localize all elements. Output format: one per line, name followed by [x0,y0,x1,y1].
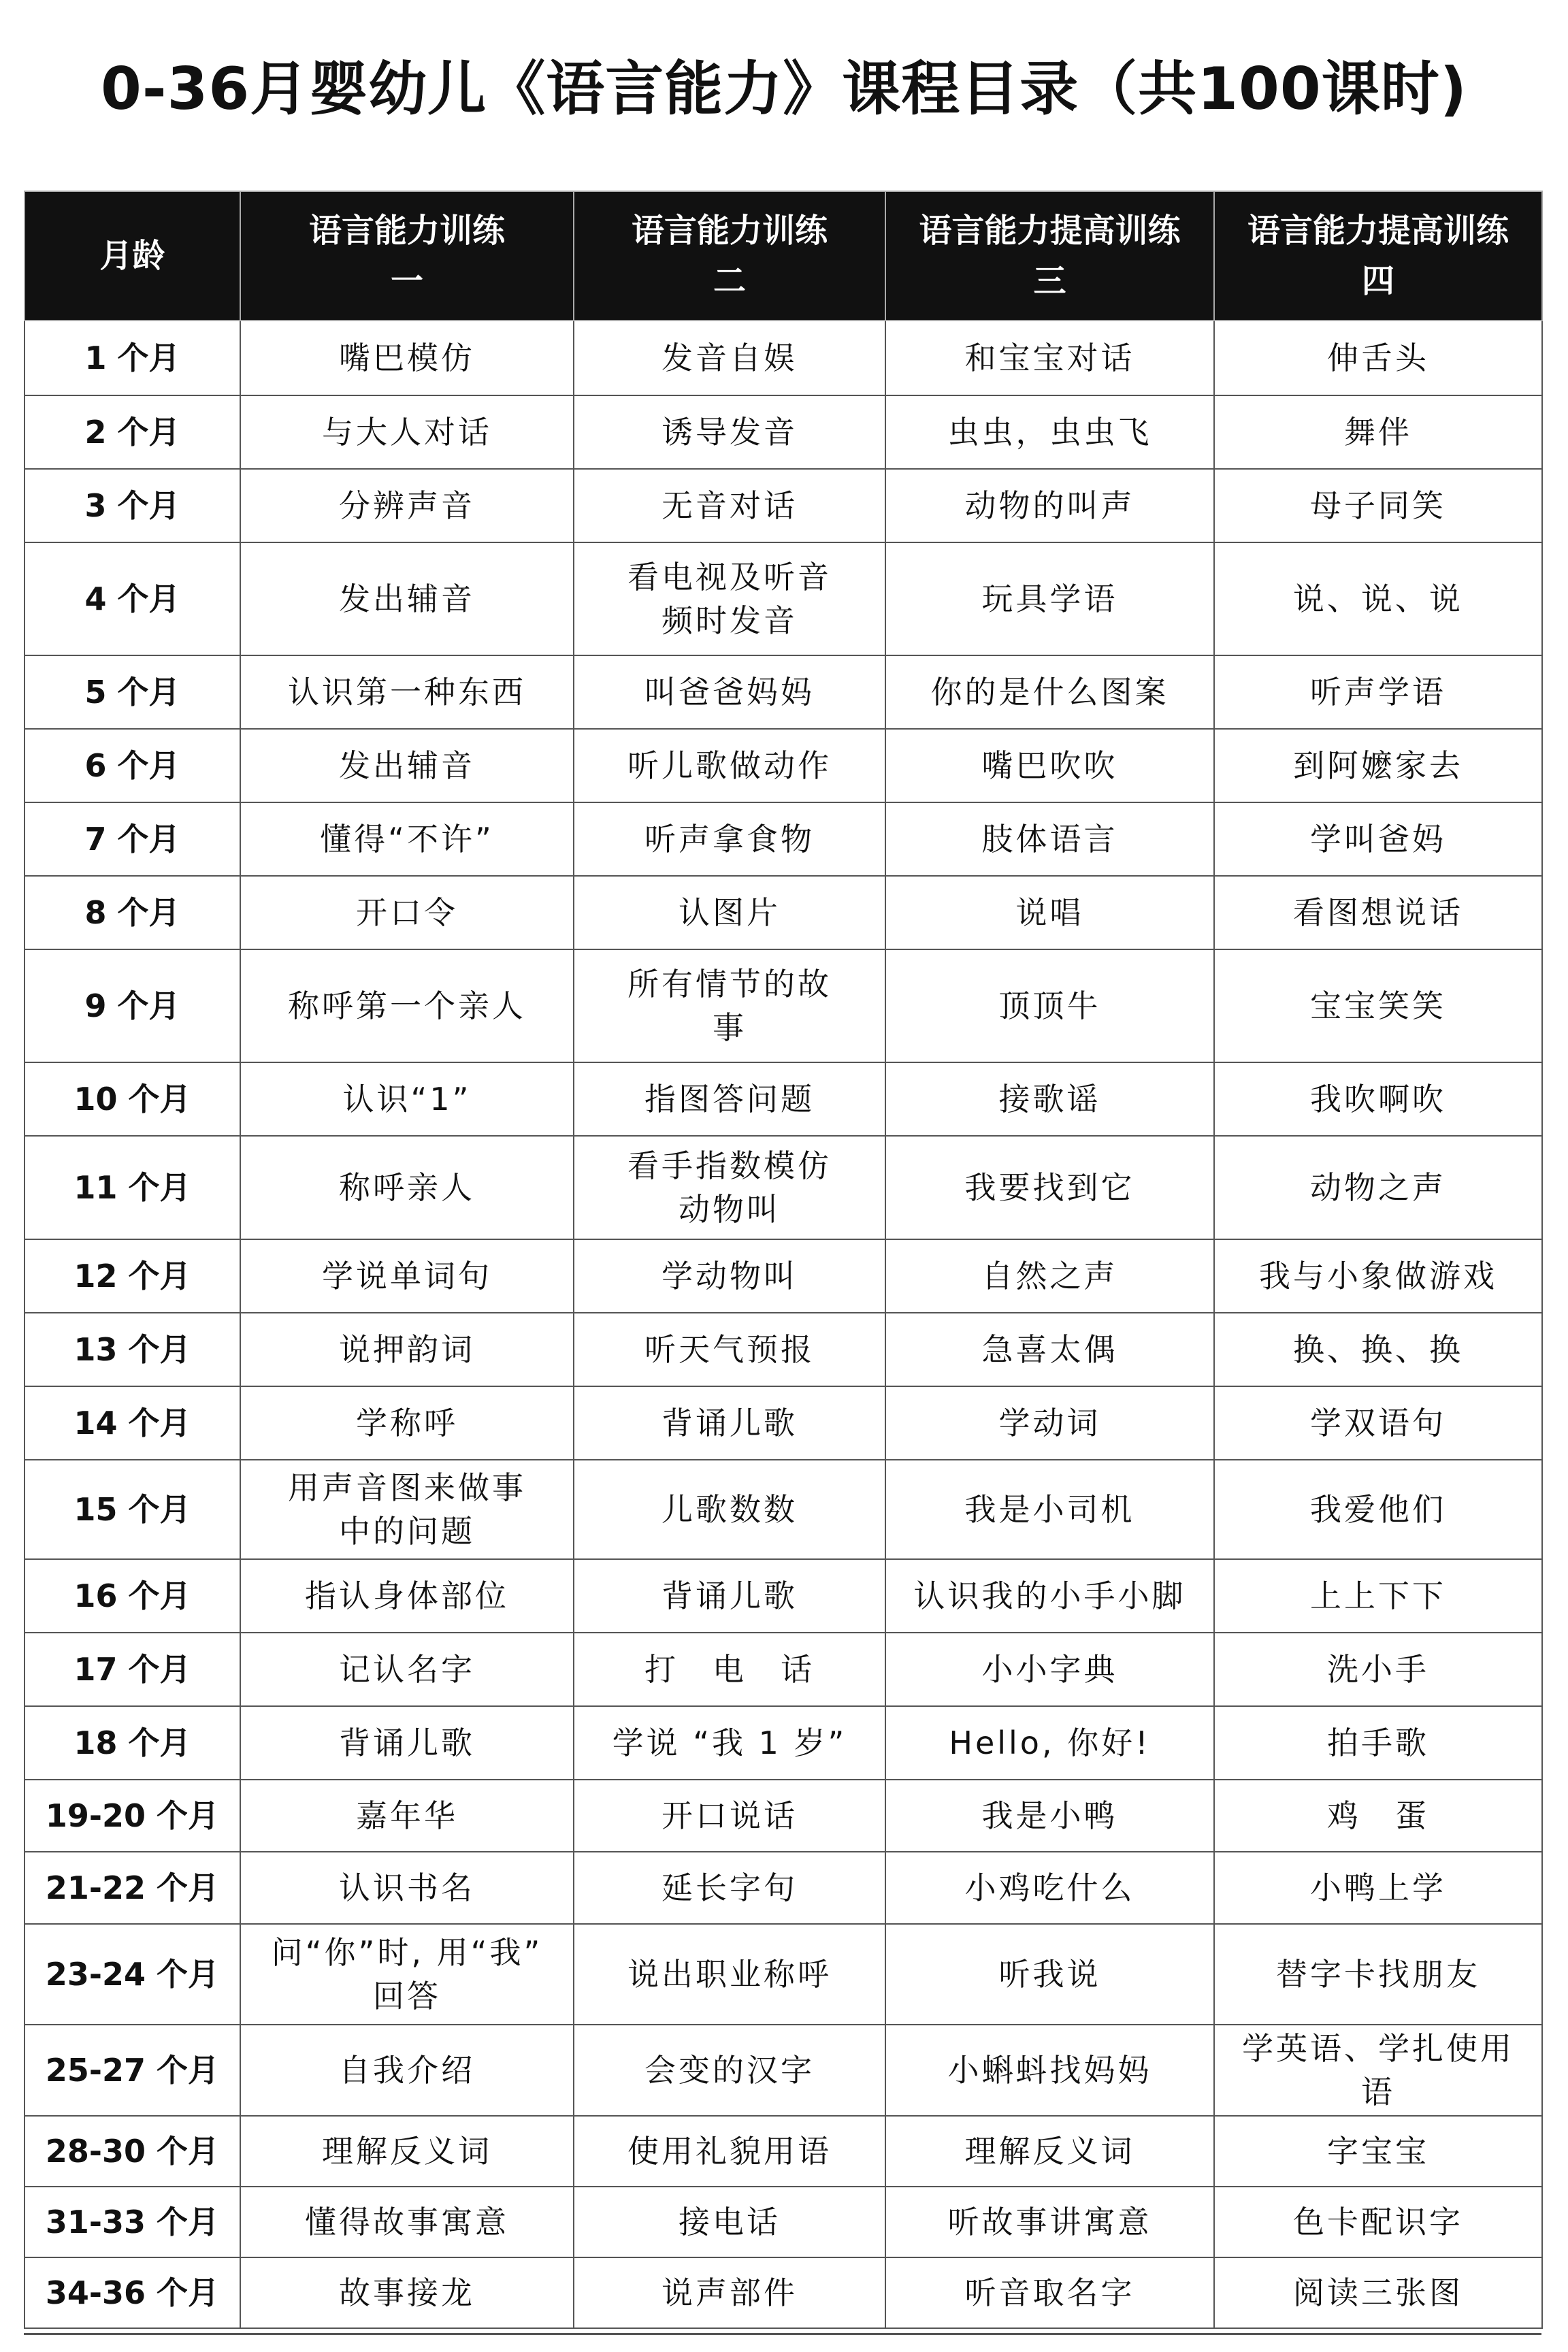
column-header-number: 二 [713,262,746,300]
training-1-cell: 嘴巴模仿 [240,321,574,395]
training-2-cell: 延长字句 [574,1852,885,1924]
training-2-cell: 学动物叫 [574,1239,885,1313]
advanced-3-cell: 我是小鸭 [885,1780,1214,1852]
advanced-4-cell: 学双语句 [1214,1386,1542,1460]
column-header-title: 语言能力提高训练 [919,211,1181,250]
advanced-4-cell: 洗小手 [1214,1633,1542,1706]
training-1-cell: 发出辅音 [240,729,574,802]
cell-text-line: 中的问题 [339,1513,475,1550]
table-row [24,1780,1542,1852]
training-1-cell: 自我介绍 [240,2025,574,2116]
table-row [24,1852,1542,1924]
table-header-row [24,191,1542,321]
training-2-cell: 说声部件 [574,2257,885,2328]
table-row [24,1706,1542,1780]
table-row [24,321,1542,395]
month-cell: 4 个月 [24,542,240,655]
training-2-cell: 叫爸爸妈妈 [574,655,885,729]
month-cell: 21-22 个月 [24,1852,240,1924]
table-row [24,1062,1542,1136]
month-cell: 13 个月 [24,1313,240,1386]
table-row [24,876,1542,949]
cell-text-line: 用声音图来做事 [288,1469,526,1506]
training-2-cell [574,949,885,1062]
advanced-3-cell: 听我说 [885,1924,1214,2025]
cell-text-line: 动物叫 [679,1191,781,1228]
advanced-4-cell: 听声学语 [1214,655,1542,729]
table-row [24,1386,1542,1460]
advanced-4-cell: 动物之声 [1214,1136,1542,1239]
advanced-4-cell: 小鸭上学 [1214,1852,1542,1924]
training-2-cell: 认图片 [574,876,885,949]
table-row [24,1313,1542,1386]
column-header-title: 月龄 [99,236,165,275]
month-cell: 12 个月 [24,1239,240,1313]
month-cell: 7 个月 [24,802,240,876]
table-row [24,2116,1542,2187]
training-1-cell: 指认身体部位 [240,1559,574,1633]
advanced-3-cell: 动物的叫声 [885,469,1214,542]
cell-text-line: 看手指数模仿 [627,1147,832,1184]
table-row [24,395,1542,469]
month-cell: 3 个月 [24,469,240,542]
training-2-cell: 指图答问题 [574,1062,885,1136]
training-1-cell: 学说单词句 [240,1239,574,1313]
training-1-cell: 认识第一种东西 [240,655,574,729]
month-cell: 6 个月 [24,729,240,802]
cell-text-line: 看电视及听音 [627,558,832,595]
advanced-4-cell: 宝宝笑笑 [1214,949,1542,1062]
advanced-3-cell: 你的是什么图案 [885,655,1214,729]
column-header-title: 语言能力训练 [308,211,505,250]
column-header-number: 三 [1033,262,1066,300]
advanced-3-cell: 肢体语言 [885,802,1214,876]
month-cell: 25-27 个月 [24,2025,240,2116]
advanced-4-cell: 阅读三张图 [1214,2257,1542,2328]
column-header-number: 一 [390,262,423,300]
month-cell: 8 个月 [24,876,240,949]
table-row [24,949,1542,1062]
advanced-3-cell: 嘴巴吹吹 [885,729,1214,802]
training-1-cell: 发出辅音 [240,542,574,655]
training-2-cell: 听天气预报 [574,1313,885,1386]
table-row [24,2187,1542,2257]
training-2-cell: 发音自娱 [574,321,885,395]
advanced-3-cell: 听故事讲寓意 [885,2187,1214,2257]
month-cell: 16 个月 [24,1559,240,1633]
advanced-3-cell: 听音取名字 [885,2257,1214,2328]
training-1-cell: 学称呼 [240,1386,574,1460]
training-2-cell: 说出职业称呼 [574,1924,885,2025]
advanced-3-cell: 小鸡吃什么 [885,1852,1214,1924]
advanced-3-cell: 自然之声 [885,1239,1214,1313]
cell-text-line: 学英语、学扎使用 [1242,2029,1514,2067]
training-1-cell: 分辨声音 [240,469,574,542]
training-2-cell: 开口说话 [574,1780,885,1852]
advanced-3-cell: 认识我的小手小脚 [885,1559,1214,1633]
document-title: 0-36月婴幼儿《语言能力》课程目录（共100课时) [100,55,1468,123]
training-1-cell: 记认名字 [240,1633,574,1706]
column-header-5 [1214,191,1542,321]
cell-text-line: 频时发音 [662,602,798,639]
month-cell: 18 个月 [24,1706,240,1780]
advanced-4-cell: 我吹啊吹 [1214,1062,1542,1136]
month-cell: 9 个月 [24,949,240,1062]
advanced-4-cell: 鸡 蛋 [1214,1780,1542,1852]
table-row [24,542,1542,655]
training-2-cell: 听儿歌做动作 [574,729,885,802]
advanced-4-cell: 看图想说话 [1214,876,1542,949]
training-1-cell: 称呼第一个亲人 [240,949,574,1062]
cell-text-line: 回答 [373,1978,441,2014]
month-cell: 34-36 个月 [24,2257,240,2328]
advanced-3-cell: 我要找到它 [885,1136,1214,1239]
advanced-4-cell: 到阿嬷家去 [1214,729,1542,802]
training-1-cell: 认识书名 [240,1852,574,1924]
advanced-4-cell: 伸舌头 [1214,321,1542,395]
advanced-4-cell: 我爱他们 [1214,1460,1542,1559]
training-2-cell: 儿歌数数 [574,1460,885,1559]
advanced-3-cell: 说唱 [885,876,1214,949]
training-2-cell: 会变的汉字 [574,2025,885,2116]
table-row [24,802,1542,876]
month-cell: 15 个月 [24,1460,240,1559]
training-2-cell: 接电话 [574,2187,885,2257]
advanced-3-cell: 接歌谣 [885,1062,1214,1136]
table-row [24,655,1542,729]
advanced-3-cell: 学动词 [885,1386,1214,1460]
advanced-4-cell: 我与小象做游戏 [1214,1239,1542,1313]
training-2-cell: 背诵儿歌 [574,1559,885,1633]
training-2-cell [574,542,885,655]
column-header-1 [24,191,240,321]
training-1-cell: 懂得“不许” [240,802,574,876]
training-1-cell: 与大人对话 [240,395,574,469]
table-row [24,2257,1542,2328]
month-cell: 23-24 个月 [24,1924,240,2025]
month-cell: 11 个月 [24,1136,240,1239]
advanced-3-cell: 小蝌蚪找妈妈 [885,2025,1214,2116]
advanced-4-cell: 母子同笑 [1214,469,1542,542]
advanced-3-cell: 理解反义词 [885,2116,1214,2187]
advanced-3-cell: 急喜太偶 [885,1313,1214,1386]
training-2-cell: 背诵儿歌 [574,1386,885,1460]
cell-text-line: 语 [1361,2074,1395,2110]
column-header-4 [885,191,1214,321]
advanced-4-cell: 舞伴 [1214,395,1542,469]
training-2-cell: 诱导发音 [574,395,885,469]
month-cell: 19-20 个月 [24,1780,240,1852]
training-1-cell: 开口令 [240,876,574,949]
column-header-title: 语言能力提高训练 [1247,211,1509,250]
training-2-cell [574,1136,885,1239]
advanced-3-cell: 小小字典 [885,1633,1214,1706]
course-table [24,191,1543,2329]
table-row [24,1460,1542,1559]
month-cell: 2 个月 [24,395,240,469]
training-1-cell: 故事接龙 [240,2257,574,2328]
advanced-4-cell: 替字卡找朋友 [1214,1924,1542,2025]
training-2-cell: 听声拿食物 [574,802,885,876]
advanced-4-cell: 字宝宝 [1214,2116,1542,2187]
bottom-divider [24,2333,1541,2335]
month-cell: 5 个月 [24,655,240,729]
training-2-cell: 打 电 话 [574,1633,885,1706]
column-header-2 [240,191,574,321]
table-row [24,1239,1542,1313]
advanced-4-cell: 上上下下 [1214,1559,1542,1633]
table-row [24,2025,1542,2116]
table-row [24,1924,1542,2025]
advanced-4-cell: 换、换、换 [1214,1313,1542,1386]
training-1-cell [240,1460,574,1559]
training-1-cell: 理解反义词 [240,2116,574,2187]
month-cell: 10 个月 [24,1062,240,1136]
advanced-3-cell: 顶顶牛 [885,949,1214,1062]
column-header-title: 语言能力训练 [631,211,828,250]
table-row [24,1633,1542,1706]
advanced-3-cell: 玩具学语 [885,542,1214,655]
training-1-cell: 认识“1” [240,1062,574,1136]
cell-text-line: 所有情节的故 [627,965,832,1002]
table-row [24,1136,1542,1239]
training-1-cell: 说押韵词 [240,1313,574,1386]
course-table-container [24,191,1541,2329]
cell-text-line: 事 [713,1009,747,1046]
training-1-cell [240,1924,574,2025]
advanced-4-cell [1214,2025,1542,2116]
training-2-cell: 使用礼貌用语 [574,2116,885,2187]
training-2-cell: 学说 “我 1 岁” [574,1706,885,1780]
month-cell: 17 个月 [24,1633,240,1706]
table-row [24,469,1542,542]
training-1-cell: 背诵儿歌 [240,1706,574,1780]
advanced-3-cell: 和宝宝对话 [885,321,1214,395]
training-2-cell: 无音对话 [574,469,885,542]
advanced-3-cell: 我是小司机 [885,1460,1214,1559]
month-cell: 1 个月 [24,321,240,395]
column-header-number: 四 [1361,262,1394,300]
cell-text-line: 问“你”时, 用“我” [271,1933,543,1971]
table-row [24,1559,1542,1633]
advanced-3-cell: 虫虫，虫虫飞 [885,395,1214,469]
column-header-3 [574,191,885,321]
advanced-4-cell: 说、说、说 [1214,542,1542,655]
month-cell: 31-33 个月 [24,2187,240,2257]
month-cell: 28-30 个月 [24,2116,240,2187]
table-body [24,321,1542,2328]
table-row [24,729,1542,802]
training-1-cell: 嘉年华 [240,1780,574,1852]
advanced-4-cell: 色卡配识字 [1214,2187,1542,2257]
advanced-3-cell: Hello, 你好! [885,1706,1214,1780]
advanced-4-cell: 学叫爸妈 [1214,802,1542,876]
training-1-cell: 称呼亲人 [240,1136,574,1239]
training-1-cell: 懂得故事寓意 [240,2187,574,2257]
month-cell: 14 个月 [24,1386,240,1460]
advanced-4-cell: 拍手歌 [1214,1706,1542,1780]
